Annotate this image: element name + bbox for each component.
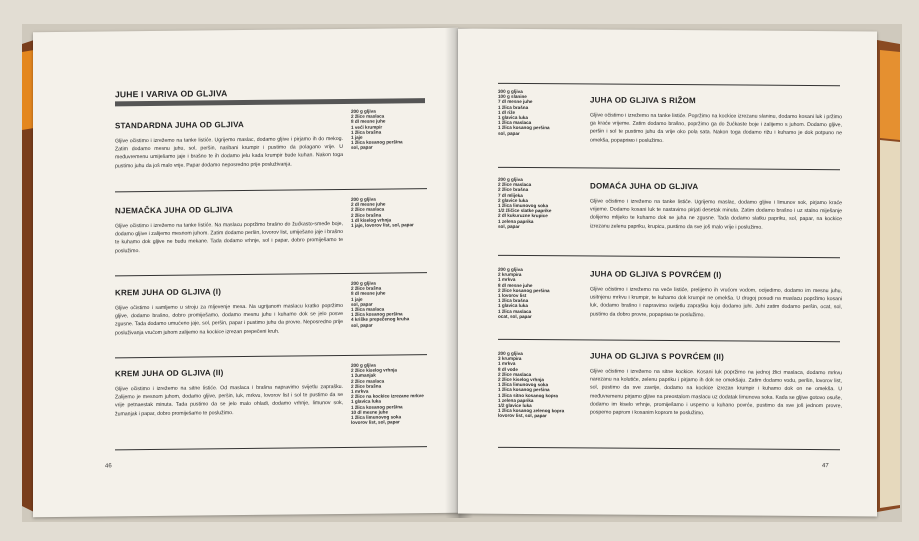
recipe-divider	[115, 446, 427, 450]
ingredient-list: 200 g gljiva 2 žlice maslaca 8 dl mesne juhe 1 veći krumpir 1 žlica brašna 1 jaje 1 žlica kosanog peršina sol, papar	[351, 108, 403, 151]
recipe-divider	[115, 188, 427, 192]
recipe-title: KREM JUHA OD GLJIVA (II)	[115, 368, 224, 379]
recipe-divider	[498, 255, 840, 258]
recipe-body: Gljive očistimo i izrežemo na tanke listiće. Popržimo na kockice izrezanu slaninu, dodamo kosani luk i pržimo ga kraće vrijeme. Zatim dodamo brašno, popržimo ga do žućkaste boje i zalijemo s juhom. Dodamo gljive, peršin i sol te pustimo juhu da vrije oko pola sata. Nakon toga dodamo rižu i kuhamo je dok potpuno ne omekša, popapriмо i poslužimo.	[590, 112, 842, 144]
right-cover-orange	[880, 50, 900, 140]
recipe-title: JUHA OD GLJIVA S POVRĆEM (II)	[590, 351, 724, 362]
right-cover-cream	[880, 140, 900, 508]
recipe-body: Gljive očistimo i izrežemo na tanke listiće. Na maslacu popržimo brašno do žućkasto-smeđe boje, dodamo gljive i zalijemo mesnom juhom. Zatim dodamo peršin, lovorov list, umiješano jaje i brašno te kuhamo dok gljive ne budu mekane. Tada dodamo vrhnje, sol i papar, dobro promiješamo te poslužimo.	[115, 220, 343, 254]
chapter-title-bar	[115, 98, 425, 106]
recipe-divider	[498, 167, 840, 170]
recipe-title: DOMAĆA JUHA OD GLJIVA	[590, 181, 699, 192]
top-rule	[498, 83, 840, 86]
recipe-divider	[498, 447, 840, 450]
recipe-divider	[115, 272, 427, 276]
chapter-title: JUHE I VARIVA OD GLJIVA	[115, 88, 228, 100]
recipe-body: Gljive očistimo i izrežemo na tanke listiće. Ugrijemo maslac, dodamo gljive i pirjamo ih do mekog. Zatim dodamo mesnu juhu, sol, peršin, naribani krumpir i pustimo da polagano vrije. U međuvremenu umiješamo jaje i brašno te ih dodamo jelu kada krumpir bude kuhan. Nakon toga pustimo juhu da još malo vrije. Papar dodamo neposredno prije posluživanja.	[115, 135, 343, 169]
ingredient-list: 200 g gljiva 2 žlice kiselog vrhnja 1 žumanjak 2 žlice maslaca 2 žlice brašna 1 mrkva 2 žlice na kockice izrezane mrkve 1 glavica luka 1 žlica kosanog peršina 10 dl mesne juhe 1 žlica limunovog soka lovorov list, sol, papar	[351, 362, 424, 426]
recipe-body: Gljive očistimo i izrežemo na sitne listiće. Od maslaca i brašna napravimo svijetlu zaprašku. Zalijemo je mesnom juhom, dodamo gljive, peršin, luk, mrkvu, lovorov list i sol te pustimo da se vrije petnaestak minuta. Tada pustimo da se jelo malo ohladi, dodamo vrhnje, limunov sok, žumanjak i papar, dobro promiješamo te poslužimo.	[115, 383, 343, 417]
recipe-divider	[498, 339, 840, 342]
recipe-title: KREM JUHA OD GLJIVA (I)	[115, 287, 222, 298]
ingredient-list: 200 g gljiva 2 žlice brašna 8 dl mesne juhe 1 jaje sol, papar 1 žlica maslaca 1 žlica kosanog peršina 4 kriške prepečenog kruha sol, papar	[351, 280, 410, 328]
recipe-title: NJEMAČKA JUHA OD GLJIVA	[115, 205, 234, 216]
ingredient-list: 200 g gljiva 2 krumpira 1 mrkva 8 dl mesne juhe 2 žlice kosanog peršina 1 lovorov list 1 žlica brašna 1 glavica luka 1 žlica maslaca ocat, sol, papar	[498, 266, 550, 319]
recipe-title: STANDARDNA JUHA OD GLJIVA	[115, 120, 245, 131]
recipe-body: Gljive očistimo i izrežemo na sitne kockice. Kosani luk popržimo na jednoj žlici maslaca, dodamo mrkvu narezanu na kolutiće, zelenu papriku i pirjamo ih dok ne omekšaju. Zatim dodamo vodu, peršin, lovorov list, sol, pustimo da sve zavrije, dodamo na kockice izrezan krumpir i kuhamo dok on ne omekša. U međuvremenu pirjamo gljive na preostalom maslacu uz dodatak limunova soka. Kada se gljive gotovo osuše, dodamo im kiselo vrhnje, promiješamo i uspemo u kuhano povrće, pustimo da sve još jednom provre, pospemo paprom i kosanim koprom te poslužimo.	[590, 368, 842, 417]
recipe-body: Gljive očistimo i izrežemo na veće listiće, prelijemo ih vrućom vodom, ocijedimo, dodamo im mesnu juhu, usitnjenu mrkvu i krumpir, te kuhamo dok krumpir ne omekša. U drugoj posudi na maslacu popržimo kosani luk, dodamo brašno i napravimo svijetlu zaprašku koju dodamo juhi. Juhi zatim dodamo peršin, ocat, sol, pustimo da dobro provre, popapriмо te poslužimo.	[590, 286, 842, 318]
recipe-title: JUHA OD GLJIVA S RIŽOM	[590, 95, 696, 106]
recipe-title: JUHA OD GLJIVA S POVRĆEM (I)	[590, 269, 722, 280]
page-number: 46	[105, 463, 112, 470]
right-page	[458, 29, 877, 517]
ingredient-list: 200 g gljiva 2 dl mesne juhe 2 žlice maslaca 2 žlice brašna 1 dl kiselog vrhnja 1 jaje, lovorov list, sol, papar	[351, 196, 414, 228]
ingredient-list: 300 g gljiva 100 g slanine 7 dl mesne juhe 1 žlica brašna 1 dl riže 1 glavica luka 1 žlica maslaca 1 žlica kosanog peršina sol, papar	[498, 88, 550, 136]
recipe-divider	[115, 354, 427, 358]
page-number: 47	[822, 463, 829, 470]
ingredient-list: 200 g gljiva 3 krumpira 1 mrkva 8 dl vode 2 žlice maslaca 2 žlice kiselog vrhnja 1 žlica limunovog soka 1 žlica kosanog peršina 1 žlica sitno kosanog kopra 1 zelena paprika 1/2 glavice luka 1 žlica kosanog zelenog kopra lovorov list, sol, papar	[498, 350, 565, 419]
recipe-body: Gljive očistimo i samljemo u stroju za mljevenje mesa. Na ugrijanom maslacu kratko popržimo gljive, dodamo brašno, dobro promiješamo, dodamo mesnu juhu i kuhamo dok se jelo posve zgusne. Tada dodamo umućeno jaje, sol, peršin, papar i pustimo juhu da provre. Neposredno prije posluživanja vrućom juhom zalijemo na kockice izrezan prepečeni kruh.	[115, 302, 343, 336]
ingredient-list: 200 g gljiva 2 žlice maslaca 2 žlice brašna 7 dl mlijeka 2 glavice luka 1 žlica limunovog soka 1/2 žličice slatke paprike 2 dl kukuruzne krupice 1 zelena paprika sol, papar	[498, 176, 552, 229]
recipe-body: Gljive očistimo i izrežemo na tanke listiće. Ugrijemo maslac, dodamo gljive i limunov sok, pirjamo kraće vrijeme. Dodamo kosani luk te nastavimo pirjati desetak minuta. Zatim dodamo brašno i uz stalno miješanje dolijemo mlijeko te kuhamo dok se juha ne zgusne. Tada dodamo slatku papriku, sol, papar, na kockice izrezanu zelenu papriku, krupicu, pustimo da sve još malo vrije i poslužimo.	[590, 198, 842, 231]
left-page	[33, 28, 458, 517]
